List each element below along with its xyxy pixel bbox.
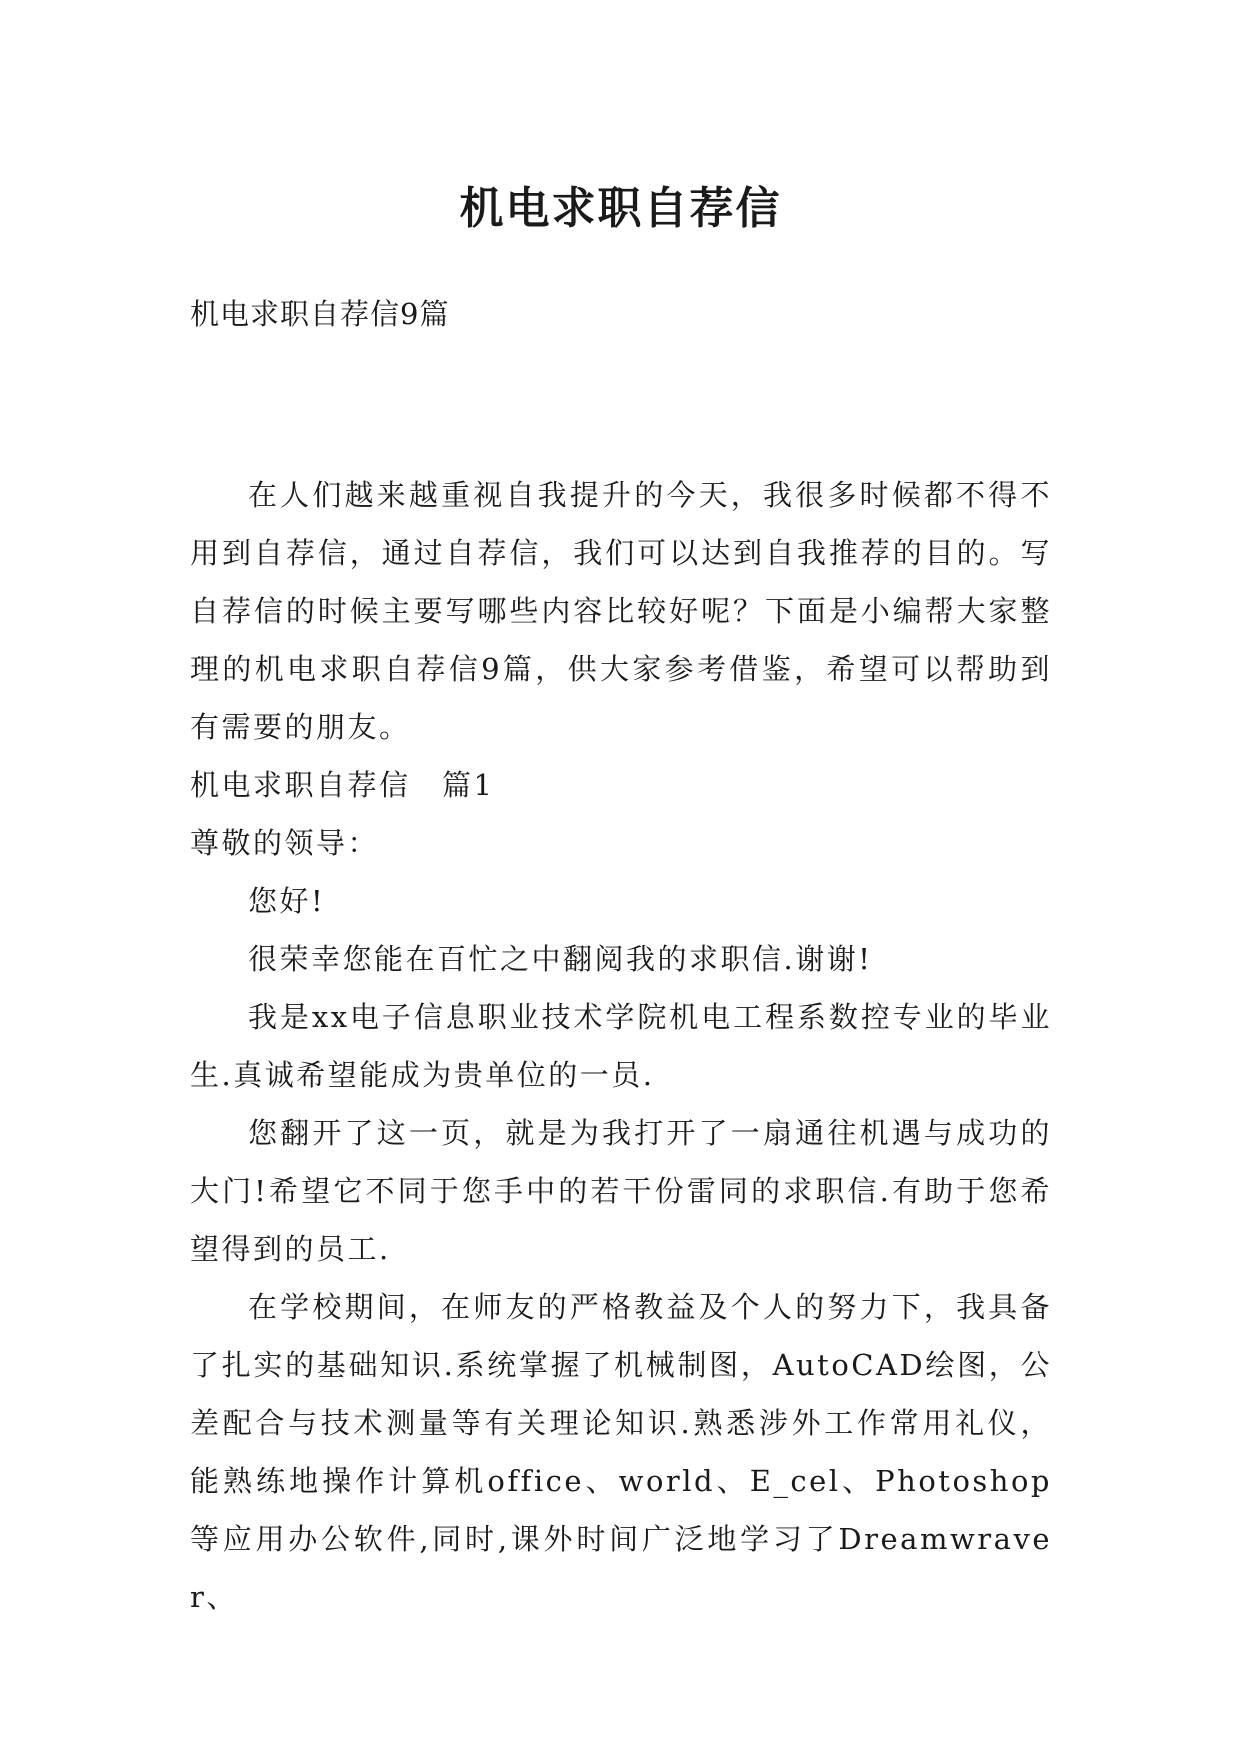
paragraph: 尊敬的领导： — [190, 826, 380, 860]
paragraph: 在学校期间，在师友的严格教益及个人的努力下，我具备了扎实的基础知识.系统掌握了机械制图，AutoCAD绘图，公差配合与技术测量等有关理论知识.熟悉涉外工作常用礼仪，能熟练地操作计算机office、world、E_cel、Photoshop等应用办公软件,同时,课外时间广泛地学习了Dreamwraver、 — [190, 1290, 1052, 1614]
paragraph: 机电求职自荐信 篇1 — [190, 768, 495, 802]
document-subtitle: 机电求职自荐信9篇 — [190, 297, 450, 331]
document-body — [190, 466, 1052, 1626]
page-title: 机电求职自荐信 — [459, 183, 782, 235]
paragraph: 您翻开了这一页，就是为我打开了一扇通往机遇与成功的大门!希望它不同于您手中的若干份雷同的求职信.有助于您希望得到的员工. — [190, 1116, 1052, 1266]
paragraph: 我是xx电子信息职业技术学院机电工程系数控专业的毕业生.真诚希望能成为贵单位的一员. — [190, 1000, 1052, 1092]
paragraph: 在人们越来越重视自我提升的今天，我很多时候都不得不用到自荐信，通过自荐信，我们可以达到自我推荐的目的。写自荐信的时候主要写哪些内容比较好呢？下面是小编帮大家整理的机电求职自荐信9篇，供大家参考借鉴，希望可以帮助到有需要的朋友。 — [190, 478, 1052, 744]
paragraph: 很荣幸您能在百忙之中翻阅我的求职信.谢谢! — [248, 942, 873, 976]
paragraph: 您好! — [248, 884, 326, 918]
